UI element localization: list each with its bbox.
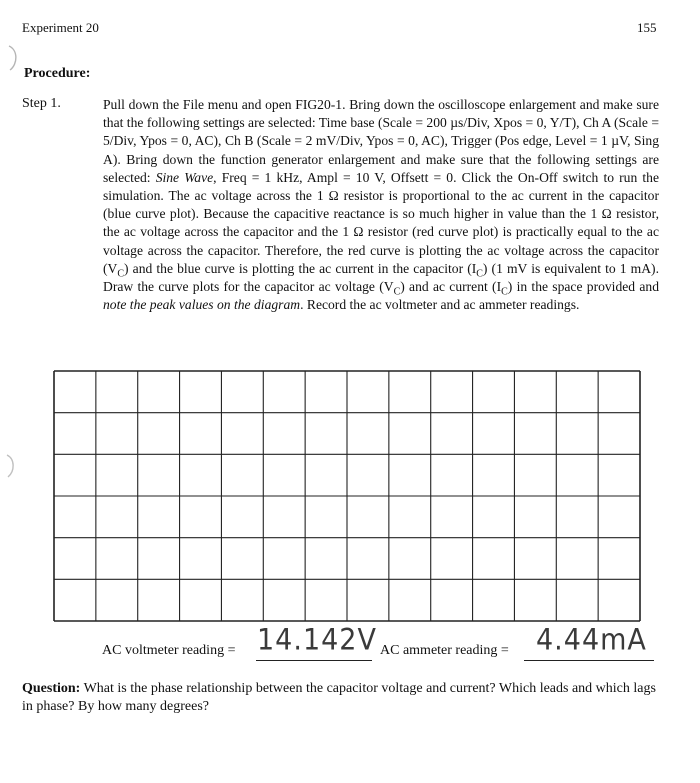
- step-text-part: , Freq = 1 kHz, Ampl = 10 V, Offsett = 0. Click the On-Off switch to run the simulation. The ac voltage across the 1 Ω resistor is proportional to the ac current in the capacitor (blue curve plot). Because the capacitive reactance is so much higher in value than the 1 Ω resistor, the ac voltage across the capacitor and the 1 Ω resistor (red curve plot) is practically equal to the ac voltage across the capacitor. Therefore, the red curve is plotting the ac voltage across the capacitor (V: [103, 169, 660, 276]
- step-text-part: ) and ac current (I: [400, 279, 502, 295]
- voltmeter-handwritten-value: 14.142V: [257, 622, 377, 657]
- question-text: [22, 680, 662, 716]
- subscript-c: C: [476, 268, 483, 280]
- step-text-part: ) and the blue curve is plotting the ac current in the capacitor (I: [124, 260, 477, 276]
- ammeter-blank-line: [524, 660, 654, 661]
- voltmeter-blank-line: [256, 660, 372, 661]
- question-body: What is the phase relationship between the capacitor voltage and current? Which leads and which lags in phase? By how many degrees?: [22, 681, 656, 714]
- subscript-c: C: [501, 286, 508, 298]
- scan-artifact-mark: [6, 44, 20, 72]
- readings-row: [102, 624, 672, 664]
- grid-svg: [53, 370, 641, 622]
- question-label: Question:: [22, 681, 81, 696]
- ammeter-handwritten-value: 4.44mA: [536, 622, 647, 657]
- step-label: Step 1.: [22, 96, 61, 111]
- page-number: 155: [637, 20, 657, 35]
- step-text-part: Pull down the File menu and open FIG20-1. Bring down the oscilloscope enlargement and make sure that the following settings are selected: Time base (Scale = 200 µs/Div, Xpos = 0, Y/T), Ch A (Scale = 5/Div, Ypos = 0, AC), Ch B (Scale = 2 mV/Div, Ypos = 0, AC), Trigger (Pos edge, Level = 1 µV, Sing A). Bring down the function generator enlargement and make sure that the following settings are selected:: [103, 97, 659, 185]
- subscript-c: C: [117, 268, 125, 280]
- step-text-emphasis: Sine Wave: [155, 169, 214, 185]
- experiment-title: Experiment 20: [22, 20, 99, 35]
- step-text-part: . Record the ac voltmeter and ac ammeter readings.: [300, 297, 580, 313]
- step-text-part: ) (1 mV is equivalent to 1 mA). Draw the curve plots for the capacitor ac voltage (V: [103, 260, 659, 295]
- step-text-emphasis: note the peak values on the diagram: [103, 297, 301, 313]
- step-text-part: ) in the space provided and: [507, 279, 659, 295]
- ammeter-label: AC ammeter reading =: [380, 643, 509, 658]
- subscript-c: C: [393, 286, 401, 298]
- procedure-heading: Procedure:: [24, 66, 91, 81]
- scan-artifact-mark: [4, 452, 18, 480]
- voltmeter-label: AC voltmeter reading =: [102, 643, 236, 658]
- step-instructions: [103, 96, 659, 314]
- oscilloscope-grid: [53, 370, 641, 622]
